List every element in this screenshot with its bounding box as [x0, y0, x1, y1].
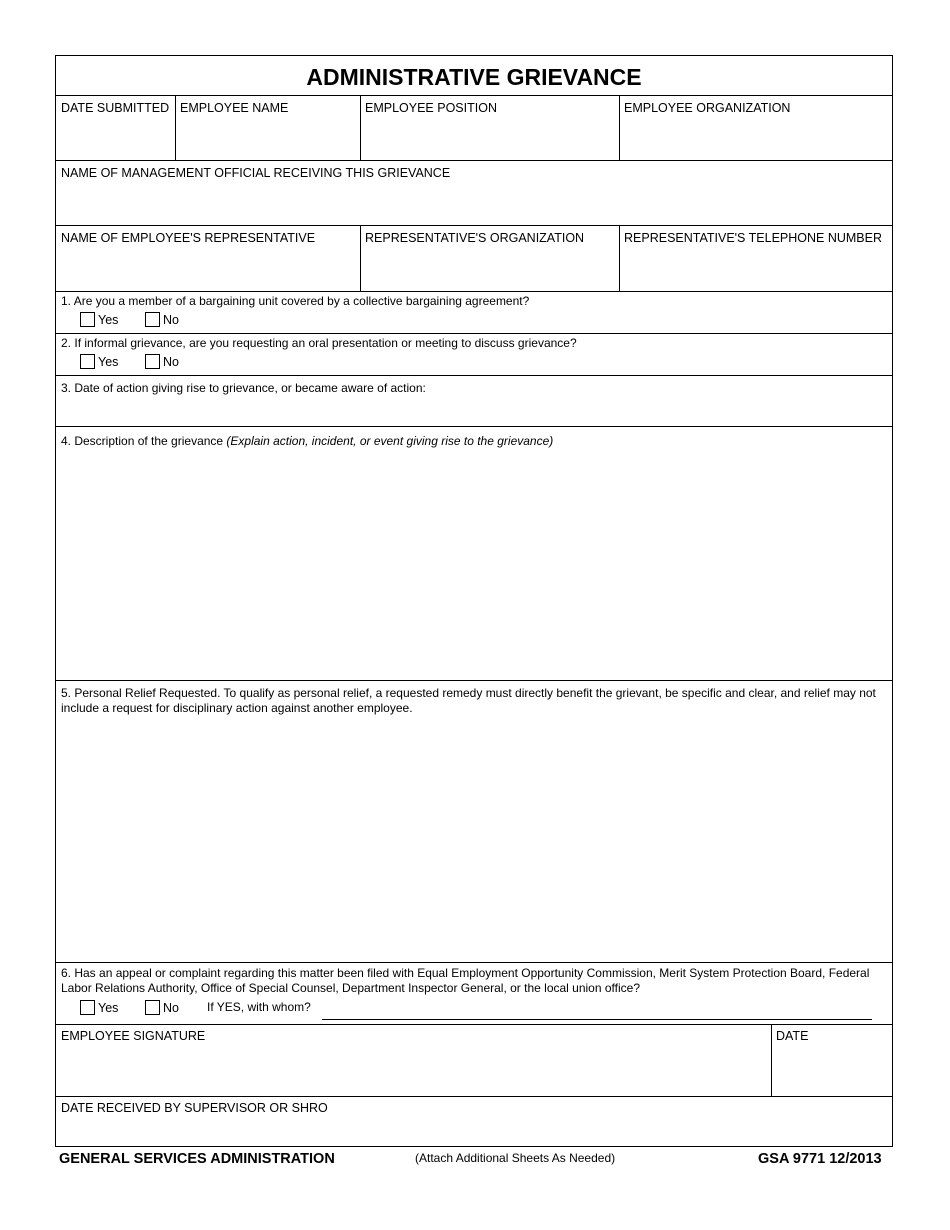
agency-name: GENERAL SERVICES ADMINISTRATION	[59, 1151, 335, 1167]
divider	[56, 95, 892, 96]
divider	[175, 95, 176, 160]
question-2-no-option[interactable]	[145, 354, 179, 370]
yes-label: Yes	[98, 1001, 119, 1015]
employee-signature-field[interactable]: EMPLOYEE SIGNATURE	[61, 1029, 206, 1043]
yes-label: Yes	[98, 355, 119, 369]
divider	[56, 375, 892, 376]
divider	[56, 1024, 892, 1025]
yes-checkbox[interactable]	[80, 354, 95, 369]
question-6-yes-option[interactable]	[80, 1000, 118, 1016]
question-6-no-option[interactable]	[145, 1000, 179, 1016]
divider	[56, 1096, 892, 1097]
question-1-text: Are you a member of a bargaining unit covered by a collective bargaining agreement?	[73, 294, 530, 308]
divider	[56, 426, 892, 427]
no-label: No	[163, 1001, 179, 1015]
no-label: No	[163, 355, 179, 369]
question-4-description-field[interactable]	[61, 434, 553, 449]
yes-checkbox[interactable]	[80, 312, 95, 327]
divider	[771, 1024, 772, 1096]
with-whom-input-line[interactable]	[322, 1019, 872, 1020]
divider	[619, 225, 620, 291]
divider	[56, 291, 892, 292]
form-title: ADMINISTRATIVE GRIEVANCE	[306, 64, 642, 90]
divider	[360, 225, 361, 291]
divider	[619, 95, 620, 160]
question-4-text: 4. Description of the grievance	[61, 434, 227, 448]
management-official-field[interactable]: NAME OF MANAGEMENT OFFICIAL RECEIVING THIS GRIEVANCE	[61, 166, 451, 180]
question-1-no-option[interactable]	[145, 312, 179, 328]
question-2-yes-option[interactable]	[80, 354, 118, 370]
date-received-field[interactable]: DATE RECEIVED BY SUPERVISOR OR SHRO	[61, 1101, 328, 1115]
divider	[56, 962, 892, 963]
yes-checkbox[interactable]	[80, 1000, 95, 1015]
question-1	[61, 294, 529, 309]
representative-telephone-field[interactable]: REPRESENTATIVE'S TELEPHONE NUMBER	[624, 231, 882, 245]
question-6-text: 6. Has an appeal or complaint regarding this matter been filed with Equal Employment Opportunity Commission, Merit System Protection Board, Federal Labor Relations Authority, Office of Special Counsel, Department Inspector General, or the local union office?	[61, 966, 870, 995]
no-checkbox[interactable]	[145, 354, 160, 369]
no-checkbox[interactable]	[145, 312, 160, 327]
form-number: GSA 9771 12/2013	[758, 1151, 882, 1167]
signature-date-field[interactable]: DATE	[776, 1029, 809, 1043]
employee-position-field[interactable]: EMPLOYEE POSITION	[365, 101, 497, 115]
question-2	[61, 336, 577, 351]
date-submitted-field[interactable]: DATE SUBMITTED	[61, 101, 170, 115]
representative-organization-field[interactable]: REPRESENTATIVE'S ORGANIZATION	[365, 231, 585, 245]
employee-name-field[interactable]: EMPLOYEE NAME	[180, 101, 289, 115]
no-label: No	[163, 313, 179, 327]
divider	[56, 333, 892, 334]
employee-organization-field[interactable]: EMPLOYEE ORGANIZATION	[624, 101, 791, 115]
no-checkbox[interactable]	[145, 1000, 160, 1015]
attach-sheets-note: (Attach Additional Sheets As Needed)	[415, 1151, 616, 1165]
question-1-number: 1.	[61, 294, 72, 308]
question-5-relief-field[interactable]: 5. Personal Relief Requested. To qualify as personal relief, a requested remedy must directly benefit the grievant, be specific and clear, and relief may not include a request for disciplinary action against another employee.	[61, 686, 876, 715]
grievance-form	[55, 55, 893, 1147]
question-3-date-of-action-field[interactable]: 3. Date of action giving rise to grievance, or became aware of action:	[61, 381, 426, 395]
question-1-yes-option[interactable]	[80, 312, 118, 328]
if-yes-with-whom-label: If YES, with whom?	[207, 1000, 311, 1014]
divider	[56, 680, 892, 681]
divider	[56, 225, 892, 226]
divider	[360, 95, 361, 160]
question-2-text: If informal grievance, are you requesting an oral presentation or meeting to discuss grievance?	[74, 336, 577, 350]
yes-label: Yes	[98, 313, 119, 327]
question-4-hint: (Explain action, incident, or event giving rise to the grievance)	[226, 434, 554, 448]
representative-name-field[interactable]: NAME OF EMPLOYEE'S REPRESENTATIVE	[61, 231, 316, 245]
divider	[56, 160, 892, 161]
question-2-number: 2.	[61, 336, 72, 350]
